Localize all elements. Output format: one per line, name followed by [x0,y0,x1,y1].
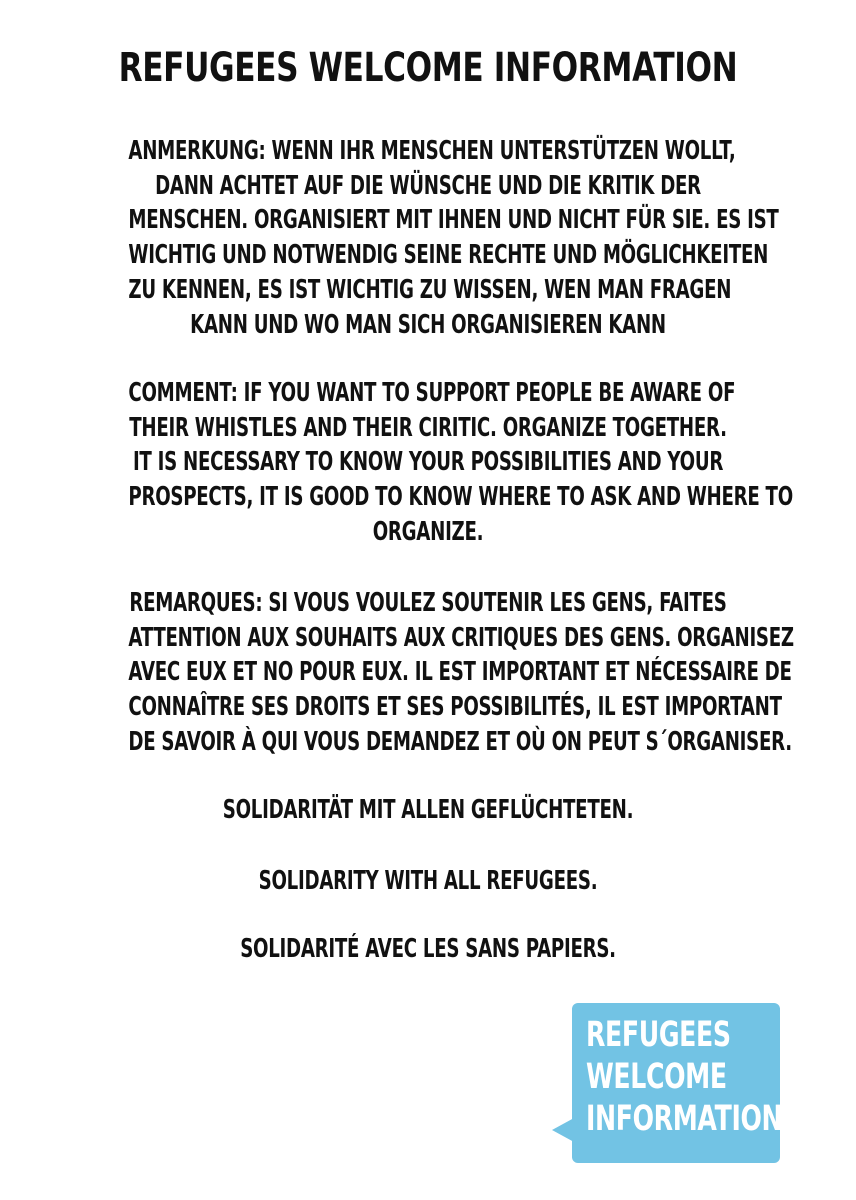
logo-line: INFORMATION [586,1099,783,1139]
note-french-line: DE SAVOIR À QUI VOUS DEMANDEZ ET OÙ ON PEUT S´ORGANISER. [128,726,792,757]
note-english-line: COMMENT: IF YOU WANT TO SUPPORT PEOPLE BE AWARE OF [128,378,736,408]
note-english-line: IT IS NECESSARY TO KNOW YOUR POSSIBILITIES AND YOUR [132,447,724,478]
note-english-line: PROSPECTS, IT IS GOOD TO KNOW WHERE TO ASK AND WHERE TO [128,482,793,513]
note-german-line: ANMERKUNG: WENN IHR MENSCHEN UNTERSTÜTZEN WOLLT, [128,136,736,166]
note-german [128,134,779,342]
note-english-line: ORGANIZE. [372,516,484,547]
note-german-line: KANN UND WO MAN SICH ORGANISIEREN KANN [190,309,666,340]
note-german-line: WICHTIG UND NOTWENDIG SEINE RECHTE UND MÖGLICHKEITEN [128,240,769,271]
note-french-line: AVEC EUX ET NO POUR EUX. IL EST IMPORTANT ET NÉCESSAIRE DE [128,657,792,688]
solidarity-german: SOLIDARITÄT MIT ALLEN GEFLÜCHTETEN. [222,795,634,825]
note-english-line: THEIR WHISTLES AND THEIR CIRITIC. ORGANIZE TOGETHER. [129,412,727,443]
page-title: REFUGEES WELCOME INFORMATION [118,45,738,91]
note-french-line: ATTENTION AUX SOUHAITS AUX CRITIQUES DES GENS. ORGANISEZ [128,622,794,653]
note-german-line: ZU KENNEN, ES IST WICHTIG ZU WISSEN, WEN MAN FRAGEN [128,274,732,305]
logo-line: REFUGEES [586,1015,731,1055]
logo-speech-tail [552,1118,574,1142]
logo-line: WELCOME [586,1057,727,1097]
logo-text [586,1014,782,1140]
note-french-line: REMARQUES: SI VOUS VOULEZ SOUTENIR LES GENS, FAITES [129,588,727,618]
note-french-line: CONNAÎTRE SES DROITS ET SES POSSIBILITÉS, IL EST IMPORTANT [128,692,782,723]
note-german-line: MENSCHEN. ORGANISIERT MIT IHNEN UND NICHT FÜR SIE. ES IST [128,205,779,236]
solidarity-english: SOLIDARITY WITH ALL REFUGEES. [258,866,598,896]
note-german-line: DANN ACHTET AUF DIE WÜNSCHE UND DIE KRITIK DER [155,170,701,201]
note-english [128,376,793,550]
solidarity-french: SOLIDARITÉ AVEC LES SANS PAPIERS. [240,934,616,964]
note-french [128,586,794,760]
